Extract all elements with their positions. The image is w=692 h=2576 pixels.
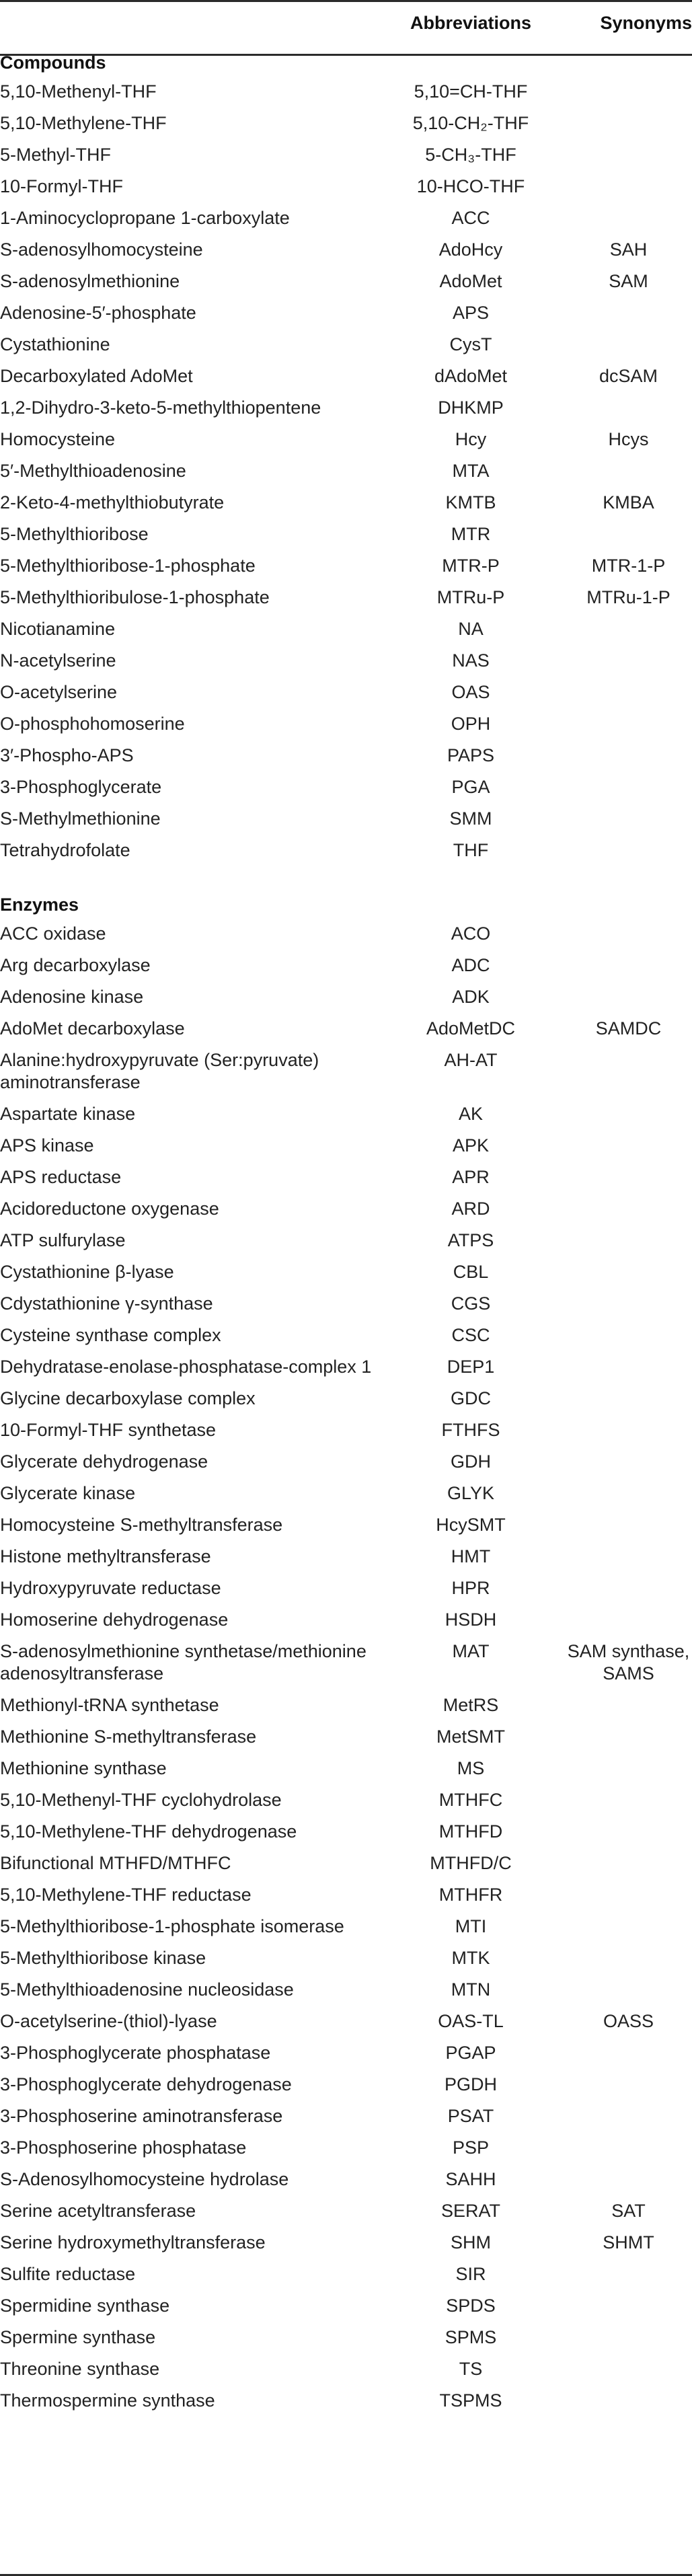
table-body bbox=[0, 44, 692, 2417]
table-row bbox=[0, 2385, 692, 2417]
term-synonym: MTRu-1-P bbox=[586, 587, 670, 607]
term-synonym bbox=[565, 1690, 692, 1721]
term-synonym bbox=[565, 519, 692, 550]
term-abbreviation: OAS-TL bbox=[438, 2011, 504, 2031]
term-abbreviation: DEP1 bbox=[447, 1357, 495, 1377]
term-name: Hydroxypyruvate reductase bbox=[0, 1578, 221, 1598]
term-abbreviation: MetSMT bbox=[436, 1727, 505, 1747]
table-row bbox=[0, 1320, 692, 1351]
term-synonym bbox=[565, 1193, 692, 1225]
term-abbreviation: MTHFR bbox=[438, 1885, 503, 1905]
term-name: Acidoreductone oxygenase bbox=[0, 1199, 219, 1219]
term-synonym bbox=[565, 392, 692, 424]
term-name: Dehydratase-enolase-phosphatase-complex 1 bbox=[0, 1357, 372, 1377]
table-row bbox=[0, 1636, 692, 1690]
term-synonym bbox=[565, 2037, 692, 2069]
term-name: 10-Formyl-THF bbox=[0, 176, 123, 196]
table-row bbox=[0, 2132, 692, 2164]
term-name: APS kinase bbox=[0, 1135, 94, 1156]
term-abbreviation: GDH bbox=[451, 1451, 491, 1472]
term-synonym bbox=[565, 1225, 692, 1256]
table-row bbox=[0, 613, 692, 645]
term-name: Alanine:hydroxypyruvate (Ser:pyruvate) aminotransferase bbox=[0, 1050, 319, 1092]
table-row bbox=[0, 835, 692, 866]
term-name: Homoserine dehydrogenase bbox=[0, 1609, 229, 1630]
term-abbreviation: dAdoMet bbox=[434, 366, 508, 386]
term-abbreviation: SPDS bbox=[446, 2296, 496, 2316]
term-synonym: SAMDC bbox=[595, 1018, 662, 1038]
table-row bbox=[0, 234, 692, 266]
term-synonym: SAM synthase, SAMS bbox=[567, 1641, 690, 1683]
term-name: 5′-Methylthioadenosine bbox=[0, 461, 186, 481]
term-abbreviation: APS bbox=[452, 303, 490, 323]
section-spacer bbox=[0, 866, 692, 886]
term-synonym bbox=[565, 1573, 692, 1604]
term-name: Aspartate kinase bbox=[0, 1104, 136, 1124]
term-abbreviation: SAHH bbox=[445, 2169, 496, 2189]
term-synonym bbox=[565, 1098, 692, 1130]
term-synonym bbox=[565, 1045, 692, 1098]
table-row bbox=[0, 519, 692, 550]
term-name: 5-Methylthioribose-1-phosphate isomerase bbox=[0, 1916, 344, 1936]
term-synonym bbox=[565, 645, 692, 677]
term-name: Decarboxylated AdoMet bbox=[0, 366, 193, 386]
term-name: Homocysteine S-methyltransferase bbox=[0, 1515, 283, 1535]
term-synonym: SAH bbox=[609, 239, 648, 260]
table-row bbox=[0, 550, 692, 582]
term-name: 5-Methylthioribose-1-phosphate bbox=[0, 556, 256, 576]
term-name: O-acetylserine bbox=[0, 682, 118, 702]
term-abbreviation: MS bbox=[457, 1758, 485, 1778]
table-row bbox=[0, 455, 692, 487]
term-abbreviation: THF bbox=[453, 840, 489, 860]
term-abbreviation: PSAT bbox=[447, 2106, 494, 2126]
term-abbreviation: CSC bbox=[451, 1325, 490, 1345]
term-synonym bbox=[565, 1162, 692, 1193]
term-name: 1,2-Dihydro-3-keto-5-methylthiopentene bbox=[0, 397, 321, 418]
term-abbreviation: 10-HCO-THF bbox=[416, 176, 525, 196]
term-abbreviation: TSPMS bbox=[439, 2390, 502, 2411]
table-row bbox=[0, 202, 692, 234]
term-name: 5,10-Methenyl-THF bbox=[0, 81, 157, 102]
term-synonym bbox=[565, 1784, 692, 1816]
table-row bbox=[0, 1162, 692, 1193]
term-name: S-adenosylhomocysteine bbox=[0, 239, 203, 260]
term-name: 3-Phosphoserine phosphatase bbox=[0, 2137, 247, 2158]
term-synonym bbox=[565, 1753, 692, 1784]
term-synonym bbox=[565, 108, 692, 139]
term-name: Methionine synthase bbox=[0, 1758, 167, 1778]
term-synonym bbox=[565, 1974, 692, 2006]
table-row bbox=[0, 1288, 692, 1320]
term-name: 5,10-Methylene-THF dehydrogenase bbox=[0, 1821, 297, 1842]
term-name: 3-Phosphoglycerate dehydrogenase bbox=[0, 2074, 292, 2094]
table-row bbox=[0, 582, 692, 613]
term-name: 5,10-Methylene-THF bbox=[0, 113, 167, 133]
term-synonym bbox=[565, 1509, 692, 1541]
term-synonym bbox=[565, 2132, 692, 2164]
abbreviations-table bbox=[0, 1, 692, 2417]
term-abbreviation: MTA bbox=[452, 461, 490, 481]
term-name: 5-Methylthioribulose-1-phosphate bbox=[0, 587, 270, 607]
table-row bbox=[0, 2322, 692, 2353]
table-row bbox=[0, 392, 692, 424]
term-abbreviation: ACC bbox=[451, 208, 490, 228]
table-row bbox=[0, 950, 692, 981]
table-row bbox=[0, 1193, 692, 1225]
term-synonym bbox=[565, 2385, 692, 2417]
term-name: Methionyl-tRNA synthetase bbox=[0, 1695, 219, 1715]
term-abbreviation: AdoHcy bbox=[438, 239, 503, 260]
table-row bbox=[0, 1383, 692, 1414]
term-synonym bbox=[565, 1942, 692, 1974]
table-row bbox=[0, 1351, 692, 1383]
term-synonym bbox=[565, 1320, 692, 1351]
term-abbreviation: PSP bbox=[452, 2137, 490, 2158]
term-abbreviation: MTHFD bbox=[438, 1821, 503, 1842]
term-synonym bbox=[565, 771, 692, 803]
term-synonym bbox=[565, 171, 692, 202]
term-abbreviation: AdoMetDC bbox=[426, 1018, 516, 1038]
table-row bbox=[0, 1098, 692, 1130]
term-synonym bbox=[565, 708, 692, 740]
spacer-cell bbox=[0, 866, 692, 886]
term-synonym bbox=[565, 1721, 692, 1753]
table-row bbox=[0, 1604, 692, 1636]
term-name: Adenosine kinase bbox=[0, 987, 144, 1007]
term-name: Methionine S-methyltransferase bbox=[0, 1727, 257, 1747]
term-name: 3-Phosphoserine aminotransferase bbox=[0, 2106, 283, 2126]
term-name: S-Methylmethionine bbox=[0, 808, 161, 829]
term-synonym: SHMT bbox=[603, 2232, 654, 2252]
term-synonym bbox=[565, 1816, 692, 1848]
term-synonym: SAT bbox=[611, 2201, 646, 2221]
term-synonym: KMBA bbox=[603, 492, 654, 513]
table-row bbox=[0, 1225, 692, 1256]
term-name: Threonine synthase bbox=[0, 2359, 160, 2379]
term-name: Cystathionine bbox=[0, 334, 110, 354]
term-name: APS reductase bbox=[0, 1167, 122, 1187]
term-abbreviation: MTI bbox=[455, 1916, 487, 1936]
term-name: Adenosine-5′-phosphate bbox=[0, 303, 196, 323]
term-abbreviation: APR bbox=[452, 1167, 490, 1187]
table-row bbox=[0, 981, 692, 1013]
table-row bbox=[0, 1509, 692, 1541]
term-synonym bbox=[565, 1256, 692, 1288]
term-abbreviation: HSDH bbox=[445, 1609, 497, 1630]
term-synonym bbox=[565, 455, 692, 487]
term-abbreviation: SHM bbox=[451, 2232, 491, 2252]
term-abbreviation: MetRS bbox=[443, 1695, 499, 1715]
term-name: 5-Methylthioribose kinase bbox=[0, 1948, 206, 1968]
term-abbreviation: NAS bbox=[452, 650, 490, 671]
table-row bbox=[0, 1974, 692, 2006]
term-name: N-acetylserine bbox=[0, 650, 116, 671]
table-row bbox=[0, 108, 692, 139]
term-synonym bbox=[565, 2100, 692, 2132]
table-row bbox=[0, 2006, 692, 2037]
term-abbreviation: PAPS bbox=[447, 745, 495, 765]
term-name: 3′-Phospho-APS bbox=[0, 745, 134, 765]
term-name: 2-Keto-4-methylthiobutyrate bbox=[0, 492, 225, 513]
term-name: Serine acetyltransferase bbox=[0, 2201, 196, 2221]
term-abbreviation: OPH bbox=[451, 714, 491, 734]
table-row bbox=[0, 1753, 692, 1784]
table-row bbox=[0, 487, 692, 519]
term-abbreviation: ADC bbox=[451, 955, 490, 975]
term-abbreviation: AH-AT bbox=[444, 1050, 498, 1070]
table-row bbox=[0, 1879, 692, 1911]
term-abbreviation: DHKMP bbox=[438, 397, 504, 418]
term-name: Bifunctional MTHFD/MTHFC bbox=[0, 1853, 231, 1873]
term-abbreviation: KMTB bbox=[445, 492, 496, 513]
term-name: S-adenosylmethionine synthetase/methionine adenosyltransferase bbox=[0, 1641, 367, 1683]
term-name: ACC oxidase bbox=[0, 923, 106, 944]
table-row bbox=[0, 329, 692, 361]
term-synonym bbox=[565, 1604, 692, 1636]
term-name: O-acetylserine-(thiol)-lyase bbox=[0, 2011, 217, 2031]
term-synonym bbox=[565, 2353, 692, 2385]
table-row bbox=[0, 2164, 692, 2195]
term-abbreviation: SPMS bbox=[445, 2327, 497, 2347]
header-synonyms: Synonyms bbox=[600, 12, 692, 33]
term-name: 5-Methyl-THF bbox=[0, 145, 112, 165]
table-row bbox=[0, 677, 692, 708]
header-name bbox=[0, 1, 377, 44]
term-abbreviation: PGA bbox=[451, 777, 490, 797]
section-heading-row bbox=[0, 886, 692, 921]
table-row bbox=[0, 803, 692, 835]
table-row bbox=[0, 771, 692, 803]
term-name: Glycine decarboxylase complex bbox=[0, 1388, 256, 1408]
table-row bbox=[0, 2037, 692, 2069]
term-synonym bbox=[565, 2164, 692, 2195]
term-name: 5-Methylthioribose bbox=[0, 524, 149, 544]
table-row bbox=[0, 2290, 692, 2322]
table-row bbox=[0, 1942, 692, 1974]
table-row bbox=[0, 1130, 692, 1162]
table-row bbox=[0, 1784, 692, 1816]
table-row bbox=[0, 645, 692, 677]
table-row bbox=[0, 361, 692, 392]
term-abbreviation: CGS bbox=[451, 1293, 491, 1314]
term-synonym bbox=[565, 1383, 692, 1414]
term-abbreviation: GLYK bbox=[447, 1483, 495, 1503]
term-abbreviation: PGDH bbox=[444, 2074, 497, 2094]
table-row bbox=[0, 297, 692, 329]
term-abbreviation: HMT bbox=[451, 1546, 491, 1566]
table-row bbox=[0, 1541, 692, 1573]
term-name: Thermospermine synthase bbox=[0, 2390, 215, 2411]
table-row bbox=[0, 708, 692, 740]
term-synonym bbox=[565, 981, 692, 1013]
term-name: Homocysteine bbox=[0, 429, 116, 449]
table-row bbox=[0, 266, 692, 297]
table-row bbox=[0, 1848, 692, 1879]
term-name: Cysteine synthase complex bbox=[0, 1325, 221, 1345]
table-row bbox=[0, 2353, 692, 2385]
term-synonym bbox=[565, 1288, 692, 1320]
term-synonym bbox=[565, 2069, 692, 2100]
term-name: Serine hydroxymethyltransferase bbox=[0, 2232, 266, 2252]
term-name: S-adenosylmethionine bbox=[0, 271, 180, 291]
term-abbreviation: MAT bbox=[452, 1641, 490, 1661]
term-name: Glycerate dehydrogenase bbox=[0, 1451, 208, 1472]
term-abbreviation: MTHFC bbox=[438, 1790, 503, 1810]
table-row bbox=[0, 1446, 692, 1478]
term-synonym: OASS bbox=[603, 2011, 654, 2031]
term-synonym bbox=[565, 79, 692, 108]
term-abbreviation: MTHFD/C bbox=[430, 1853, 512, 1873]
term-synonym bbox=[565, 803, 692, 835]
table-row bbox=[0, 2195, 692, 2227]
term-synonym bbox=[565, 1541, 692, 1573]
term-abbreviation: CBL bbox=[453, 1262, 489, 1282]
term-synonym bbox=[565, 835, 692, 866]
term-synonym: dcSAM bbox=[599, 366, 658, 386]
table-row bbox=[0, 2100, 692, 2132]
term-synonym: MTR-1-P bbox=[591, 556, 666, 576]
term-abbreviation: AdoMet bbox=[439, 271, 502, 291]
term-abbreviation: MTK bbox=[451, 1948, 490, 1968]
term-abbreviation: 5,10=CH-THF bbox=[414, 81, 528, 102]
table-row bbox=[0, 1573, 692, 1604]
table-row bbox=[0, 1013, 692, 1045]
term-synonym bbox=[565, 2259, 692, 2290]
table-row bbox=[0, 1911, 692, 1942]
term-name: Arg decarboxylase bbox=[0, 955, 151, 975]
term-name: Spermidine synthase bbox=[0, 2296, 170, 2316]
term-name: 3-Phosphoglycerate phosphatase bbox=[0, 2043, 271, 2063]
header-row bbox=[0, 1, 692, 44]
table-row bbox=[0, 1256, 692, 1288]
term-synonym bbox=[565, 921, 692, 950]
term-abbreviation: PGAP bbox=[445, 2043, 496, 2063]
term-synonym: Hcys bbox=[608, 429, 649, 449]
term-abbreviation: HPR bbox=[451, 1578, 490, 1598]
section-title: Enzymes bbox=[0, 895, 79, 915]
term-abbreviation: 5,10-CH₂-THF bbox=[412, 113, 529, 133]
table-row bbox=[0, 1045, 692, 1098]
table-row bbox=[0, 921, 692, 950]
term-name: 10-Formyl-THF synthetase bbox=[0, 1420, 217, 1440]
term-name: 5-Methylthioadenosine nucleosidase bbox=[0, 1979, 294, 2000]
term-abbreviation: TS bbox=[459, 2359, 483, 2379]
table-row bbox=[0, 171, 692, 202]
term-synonym bbox=[565, 740, 692, 771]
term-synonym: SAM bbox=[609, 271, 648, 291]
term-abbreviation: MTRu-P bbox=[436, 587, 505, 607]
table-row bbox=[0, 740, 692, 771]
term-name: ATP sulfurylase bbox=[0, 1230, 126, 1250]
term-name: 5,10-Methylene-THF reductase bbox=[0, 1885, 252, 1905]
term-synonym bbox=[565, 1414, 692, 1446]
term-abbreviation: CysT bbox=[449, 334, 492, 354]
section-heading-row bbox=[0, 44, 692, 79]
table-row bbox=[0, 2069, 692, 2100]
table-row bbox=[0, 139, 692, 171]
term-abbreviation: AK bbox=[458, 1104, 484, 1124]
term-synonym bbox=[565, 950, 692, 981]
term-name: Spermine synthase bbox=[0, 2327, 156, 2347]
term-abbreviation: NA bbox=[458, 619, 484, 639]
term-abbreviation: MTR bbox=[451, 524, 491, 544]
term-synonym bbox=[565, 677, 692, 708]
term-name: 1-Aminocyclopropane 1-carboxylate bbox=[0, 208, 290, 228]
term-synonym bbox=[565, 1351, 692, 1383]
term-name: Nicotianamine bbox=[0, 619, 116, 639]
term-name: 3-Phosphoglycerate bbox=[0, 777, 162, 797]
term-synonym bbox=[565, 1848, 692, 1879]
term-name: Cdystathionine γ-synthase bbox=[0, 1293, 213, 1314]
term-abbreviation: ADK bbox=[452, 987, 490, 1007]
term-abbreviation: SMM bbox=[449, 808, 492, 829]
term-name: Histone methyltransferase bbox=[0, 1546, 211, 1566]
table-row bbox=[0, 1690, 692, 1721]
header-abbreviations: Abbreviations bbox=[410, 12, 532, 33]
table-row bbox=[0, 2259, 692, 2290]
table-row bbox=[0, 1721, 692, 1753]
term-synonym bbox=[565, 1911, 692, 1942]
term-abbreviation: MTN bbox=[451, 1979, 491, 2000]
table-row bbox=[0, 79, 692, 108]
term-name: O-phosphohomoserine bbox=[0, 714, 185, 734]
term-synonym bbox=[565, 1478, 692, 1509]
section-title: Compounds bbox=[0, 52, 106, 73]
term-synonym bbox=[565, 1130, 692, 1162]
term-abbreviation: SERAT bbox=[440, 2201, 500, 2221]
term-abbreviation: GDC bbox=[451, 1388, 491, 1408]
term-synonym bbox=[565, 1446, 692, 1478]
term-abbreviation: MTR-P bbox=[442, 556, 500, 576]
term-synonym bbox=[565, 202, 692, 234]
term-name: 5,10-Methenyl-THF cyclohydrolase bbox=[0, 1790, 282, 1810]
table-row bbox=[0, 1478, 692, 1509]
term-abbreviation: Hcy bbox=[455, 429, 487, 449]
term-abbreviation: FTHFS bbox=[441, 1420, 500, 1440]
term-synonym bbox=[565, 329, 692, 361]
term-synonym bbox=[565, 613, 692, 645]
term-synonym bbox=[565, 297, 692, 329]
table-row bbox=[0, 1414, 692, 1446]
term-name: Cystathionine β-lyase bbox=[0, 1262, 174, 1282]
term-name: Tetrahydrofolate bbox=[0, 840, 130, 860]
term-abbreviation: APK bbox=[452, 1135, 490, 1156]
table-row bbox=[0, 424, 692, 455]
term-abbreviation: OAS bbox=[451, 682, 490, 702]
term-abbreviation: 5-CH₃-THF bbox=[425, 145, 516, 165]
term-synonym bbox=[565, 1879, 692, 1911]
term-name: AdoMet decarboxylase bbox=[0, 1018, 185, 1038]
table-header bbox=[0, 1, 692, 44]
term-synonym bbox=[565, 2322, 692, 2353]
table-row bbox=[0, 1816, 692, 1848]
term-synonym bbox=[565, 139, 692, 171]
term-abbreviation: ACO bbox=[451, 923, 491, 944]
term-name: Sulfite reductase bbox=[0, 2264, 136, 2284]
term-abbreviation: ATPS bbox=[447, 1230, 494, 1250]
term-abbreviation: ARD bbox=[451, 1199, 490, 1219]
term-name: S-Adenosylhomocysteine hydrolase bbox=[0, 2169, 289, 2189]
table-row bbox=[0, 2227, 692, 2259]
term-abbreviation: HcySMT bbox=[436, 1515, 506, 1535]
term-name: Glycerate kinase bbox=[0, 1483, 136, 1503]
term-abbreviation: SIR bbox=[455, 2264, 486, 2284]
term-synonym bbox=[565, 2290, 692, 2322]
